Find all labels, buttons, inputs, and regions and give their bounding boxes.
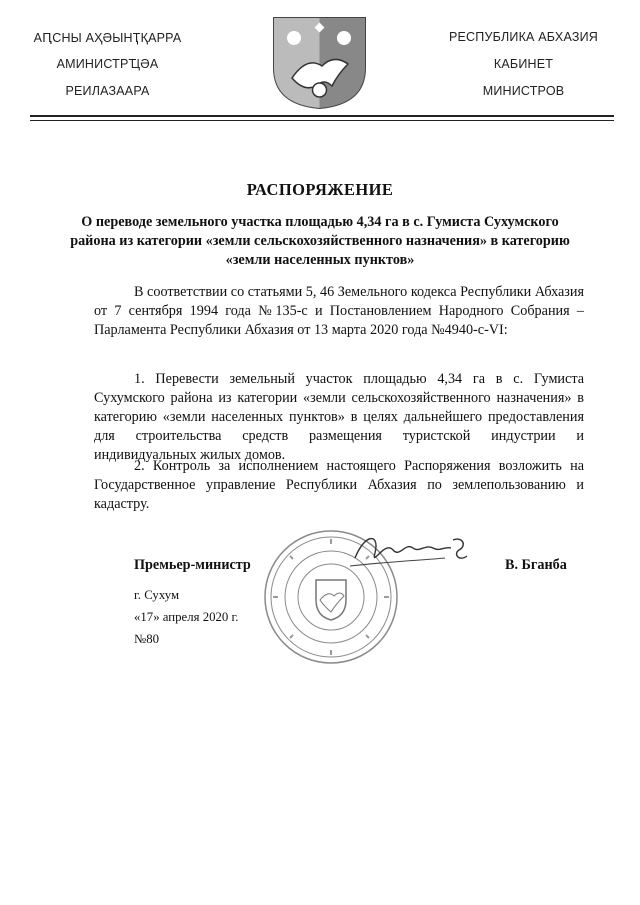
document-subject: О переводе земельного участка площадью 4,34 га в с. Гумиста Сухумского района из категории «земли сельскохозяйственного назначения» в категорию «земли населенных пунктов» <box>70 214 570 268</box>
order-item-1: 1. Перевести земельный участок площадью 4,34 га в с. Гумиста Сухумского района из категории «земли сельскохозяйственного назначения» в категорию «земли населенных пунктов» в целях дальнейшего предоставления для строительства средств размещения туристской индустрии и индивидуальных жилых домов. <box>94 371 584 463</box>
issue-city: г. Сухум <box>134 588 180 602</box>
header-left-line-1: АԤСНЫ АҲӘЫНҬҚАРРА <box>33 31 182 45</box>
handwritten-signature-icon <box>345 528 475 578</box>
signatory-position: Премьер-министр <box>134 557 251 573</box>
order-item-2: 2. Контроль за исполнением настоящего Распоряжения возложить на Государственное управление Республики Абхазия по землепользованию и кадастру. <box>94 458 584 512</box>
document-title: РАСПОРЯЖЕНИЕ <box>246 180 394 199</box>
header-left-line-2: АМИНИСТРҴӘА <box>56 57 159 71</box>
header-right-line-2: КАБИНЕТ <box>493 57 554 71</box>
header-left-line-3: РЕИЛАЗААРА <box>65 84 150 98</box>
header-rule-thick <box>30 115 614 117</box>
coat-of-arms-icon <box>272 16 367 110</box>
header-rule-thin <box>30 120 614 121</box>
issue-date: «17» апреля 2020 г. <box>134 610 239 624</box>
header-right-line-3: МИНИСТРОВ <box>482 84 565 98</box>
preamble-paragraph: В соответствии со статьями 5, 46 Земельного кодекса Республики Абхазия от 7 сентября 1994 года №135-с и Постановлением Народного Собрания – Парламента Республики Абхазия от 13 марта 2020 года №4940-с-VI: <box>94 284 584 338</box>
header-right-line-1: РЕСПУБЛИКА АБХАЗИЯ <box>448 30 599 44</box>
document-number: №80 <box>134 632 160 646</box>
signatory-name: В. Бганба <box>505 557 567 573</box>
